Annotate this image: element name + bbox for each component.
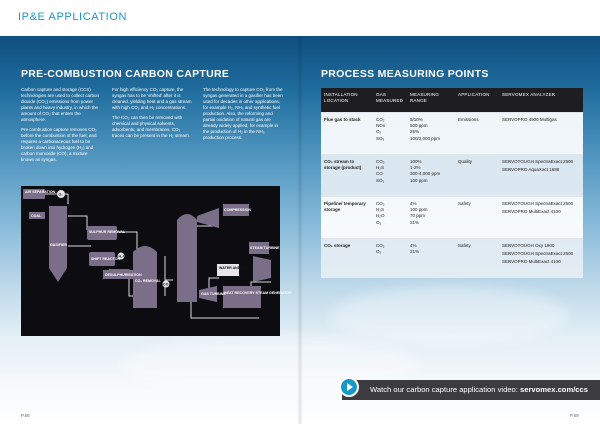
table-row [321,238,583,278]
cell-application: Safety [455,196,499,238]
diagram-label-air-separation: AIR SEPARATION [25,190,56,194]
cell-ranges: 4% 21% [407,238,455,278]
paragraph: For high efficiency CO₂ capture, the syngas has to be 'shifted' after it is cleaned, yielding heat and a gas stream with high CO₂ and H₂ concentrations. [112,87,192,110]
diagram-label-co2-removal: CO₂ REMOVAL [135,279,161,283]
cell-application: Safety [455,238,499,278]
table-row [321,196,583,238]
cell-application: Emissions [455,112,499,154]
cell-location: Flue gas to stack [321,112,373,154]
page-number-right: P.59 [570,413,579,418]
diagram-label-water-and-air: WATER AND AIR [219,266,248,270]
cell-analyzers: SERVOTOUGH Oxy 1900 SERVOTOUGH SpectraExact 2500 SERVOPRO MultiExact 4100 [499,238,583,278]
paragraph: The CO₂ can then be removed with chemical and physical solvents, adsorbents, and membranes. CO₂ traces can be present in the H₂ stream. [112,115,191,138]
body-column-2 [112,87,192,143]
video-link[interactable] [370,385,588,394]
video-text: Watch our carbon capture application video: [370,385,518,394]
diagram-label-coal: COAL [31,214,42,218]
header-bar [0,0,600,36]
diagram-label-compression: COMPRESSION [224,208,251,212]
cell-ranges: 4% 100 ppm 70 ppm 21% [407,196,455,238]
column-header: SERVOMEX ANALYZER [499,88,583,112]
cell-gases: CO₂ H₂S CO SO₂ [373,154,407,196]
cell-gases: CO₂ H₂S H₂O O₂ [373,196,407,238]
cell-gases: CO₂ O₂ [373,238,407,278]
cell-ranges: 100% 1-2% 300-4,000 ppm 100 ppm [407,154,455,196]
cell-gases: CO₂ NOx O₂ SO₂ [373,112,407,154]
column-header: APPLICATION [455,88,499,112]
process-diagram [21,186,292,336]
body-column-1 [21,87,101,167]
paragraph: Pre combustion capture removes CO₂ before the combustion of the fuel, and requires a carbonaceous fuel to be broken down into hydrogen (H₂) and carbon monoxide (CO), a mixture known as syngas. [21,127,97,162]
cell-application: Quality [455,154,499,196]
diagram-label-o2: O₂ [58,192,63,197]
diagram-label-gasifier: GASIFIER [50,243,67,247]
diagram-label-sulphur-removal: SULPHUR REMOVAL [89,230,126,234]
right-page-title: PROCESS MEASURING POINTS [321,68,489,80]
page-gutter [297,36,303,424]
table-row [321,112,583,154]
video-url-link[interactable]: servomex.com/ccs [520,385,588,394]
measuring-points-table [321,88,583,278]
column-header: MEASURING RANGE [407,88,455,112]
cell-analyzers: SERVOTOUGH SpectraExact 2500 SERVOPRO MultiExact 4100 [499,196,583,238]
cell-location: Pipeline/ temporary storage [321,196,373,238]
body-column-3 [203,87,285,145]
diagram-label-desulphurisation: DESULPHURISATION [105,273,142,277]
cell-ranges: 5/10% 500 ppm 25% 100/2,000 ppm [407,112,455,154]
table-row [321,154,583,196]
cell-location: CO₂ stream to storage (product) [321,154,373,196]
left-page-title: PRE-COMBUSTION CARBON CAPTURE [21,68,230,80]
play-icon[interactable] [339,377,359,397]
column-header: INSTALLATION LOCATION [321,88,373,112]
paragraph: The technology to capture CO₂ from the syngas generated in a gasifier has been used for decades in other applications, for example H₂, NH₃ and synthetic fuel production. Also, the reforming and partial oxidation of natural gas are already widely applied, for example in the production of H₂ in the NH₃ production process. [203,87,283,140]
diagram-label-h2o: H₂O [118,254,126,259]
diagram-label-co2: CO₂ [163,282,170,287]
column-header: GAS MEASURED [373,88,407,112]
page-number-left: P.58 [21,413,30,418]
diagram-label-steam-turbine: STEAM TURBINE [250,246,280,250]
cell-location: CO₂ storage [321,238,373,278]
diagram-label-shift-reactor: SHIFT REACTOR [91,257,121,261]
table-header-row [321,88,583,112]
paragraph: Carbon capture and storage (CCS) technologies are used to collect carbon dioxide (CO₂) emissions from power plants and heavy industry, in which the amount of CO₂ that enters the atmosphere. [21,87,100,122]
cell-analyzers: SERVOTOUGH SpectraExact 2500 SERVOPRO AquaXact 1688 [499,154,583,196]
cell-analyzers: SERVOPRO 4900 Multigas [499,112,583,154]
diagram-label-hrsg: HEAT RECOVERY STEAM GENERATOR [224,291,292,295]
section-header: IP&E APPLICATION [18,11,128,23]
diagram-label-gas-turbine: GAS TURBINE [201,292,226,296]
